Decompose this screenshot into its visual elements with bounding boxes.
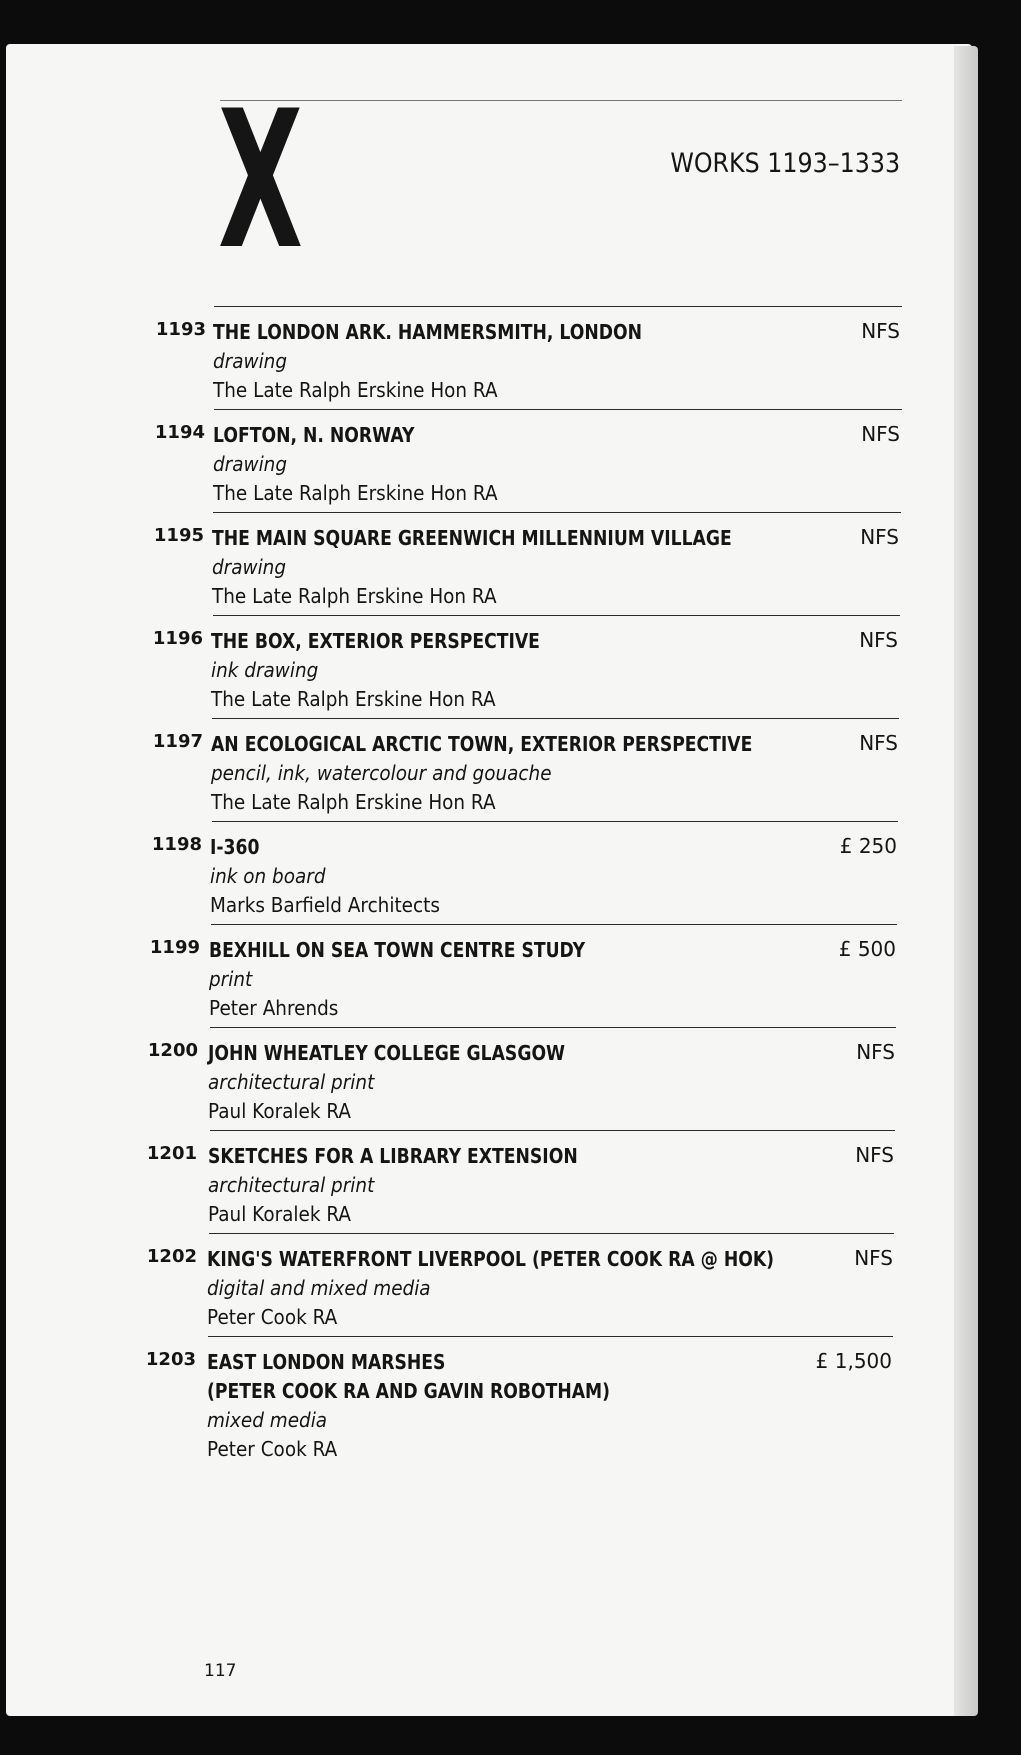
entry-artist: The Late Ralph Erskine Hon RA (213, 481, 498, 505)
entry-title: JOHN WHEATLEY COLLEGE GLASGOW (208, 1041, 566, 1065)
entry-number: 1198 (151, 834, 202, 855)
entry-number: 1194 (154, 422, 205, 443)
header-rule (220, 100, 902, 101)
entry-artist: Peter Ahrends (209, 996, 339, 1020)
entry-title: I-360 (210, 835, 260, 859)
entry-medium: pencil, ink, watercolour and gouache (211, 761, 552, 785)
entry-title-line2: (PETER COOK RA AND GAVIN ROBOTHAM) (207, 1379, 611, 1403)
entry-medium: ink drawing (211, 658, 319, 682)
entry-medium: drawing (213, 349, 288, 373)
entry-price: NFS (859, 628, 898, 652)
entry-rule (213, 512, 901, 513)
entry-rule (209, 1233, 894, 1234)
entry-number: 1203 (145, 1349, 196, 1370)
entry-rule (213, 615, 900, 616)
entry-title: THE LONDON ARK. HAMMERSMITH, LONDON (213, 320, 643, 344)
entry-number: 1201 (146, 1143, 197, 1164)
entry-medium: drawing (212, 555, 287, 579)
entry-artist: The Late Ralph Erskine Hon RA (211, 790, 496, 814)
entry-title: EAST LONDON MARSHES (207, 1350, 446, 1374)
entry-title: LOFTON, N. NORWAY (213, 423, 415, 447)
entry-medium: drawing (213, 452, 288, 476)
entry-price: £ 500 (838, 937, 896, 961)
entry-artist: The Late Ralph Erskine Hon RA (211, 687, 496, 711)
entry-title: THE BOX, EXTERIOR PERSPECTIVE (211, 629, 540, 653)
entry-number: 1202 (146, 1246, 197, 1267)
entry-medium: ink on board (210, 864, 326, 888)
entry-artist: Paul Koralek RA (208, 1202, 351, 1226)
entry-rule (208, 1336, 893, 1337)
entry-rule (214, 409, 902, 410)
entry-price: NFS (861, 319, 900, 343)
entry-number: 1196 (152, 628, 203, 649)
entry-price: NFS (854, 1246, 893, 1270)
entry-artist: Peter Cook RA (207, 1305, 338, 1329)
entry-number: 1195 (153, 525, 204, 546)
entry-title: AN ECOLOGICAL ARCTIC TOWN, EXTERIOR PERSPECTIVE (211, 732, 753, 756)
entry-artist: Marks Barfield Architects (210, 893, 440, 917)
page-edge (954, 46, 978, 1716)
entry-medium: architectural print (208, 1173, 375, 1197)
entry-price: NFS (855, 1143, 894, 1167)
entry-artist: Peter Cook RA (207, 1437, 338, 1461)
entry-rule (210, 1130, 895, 1131)
entry-artist: Paul Koralek RA (208, 1099, 351, 1123)
entry-price: £ 250 (839, 834, 897, 858)
entry-rule (210, 1027, 896, 1028)
entry-rule (212, 718, 899, 719)
entry-price: NFS (860, 525, 899, 549)
entry-artist: The Late Ralph Erskine Hon RA (213, 378, 498, 402)
entry-artist: The Late Ralph Erskine Hon RA (212, 584, 497, 608)
entry-number: 1200 (147, 1040, 198, 1061)
catalogue-page (6, 44, 972, 1716)
entry-rule (214, 306, 902, 307)
entry-title: KING'S WATERFRONT LIVERPOOL (PETER COOK RA @ HOK) (207, 1247, 775, 1271)
entry-number: 1199 (149, 937, 200, 958)
entry-number: 1197 (152, 731, 203, 752)
entry-title: BEXHILL ON SEA TOWN CENTRE STUDY (209, 938, 586, 962)
section-letter: X (218, 70, 302, 291)
page-number: 117 (204, 1661, 237, 1681)
entry-medium: architectural print (208, 1070, 375, 1094)
entry-medium: print (209, 967, 253, 991)
entry-price: NFS (861, 422, 900, 446)
section-title: WORKS 1193–1333 (670, 148, 900, 179)
entry-price: NFS (856, 1040, 895, 1064)
entry-medium: mixed media (207, 1408, 328, 1432)
entry-price: NFS (859, 731, 898, 755)
entry-rule (212, 821, 898, 822)
entry-rule (211, 924, 897, 925)
entry-title: SKETCHES FOR A LIBRARY EXTENSION (208, 1144, 578, 1168)
entry-number: 1193 (155, 319, 206, 340)
entry-title: THE MAIN SQUARE GREENWICH MILLENNIUM VILLAGE (212, 526, 732, 550)
entry-medium: digital and mixed media (207, 1276, 431, 1300)
entry-price: £ 1,500 (815, 1349, 892, 1373)
